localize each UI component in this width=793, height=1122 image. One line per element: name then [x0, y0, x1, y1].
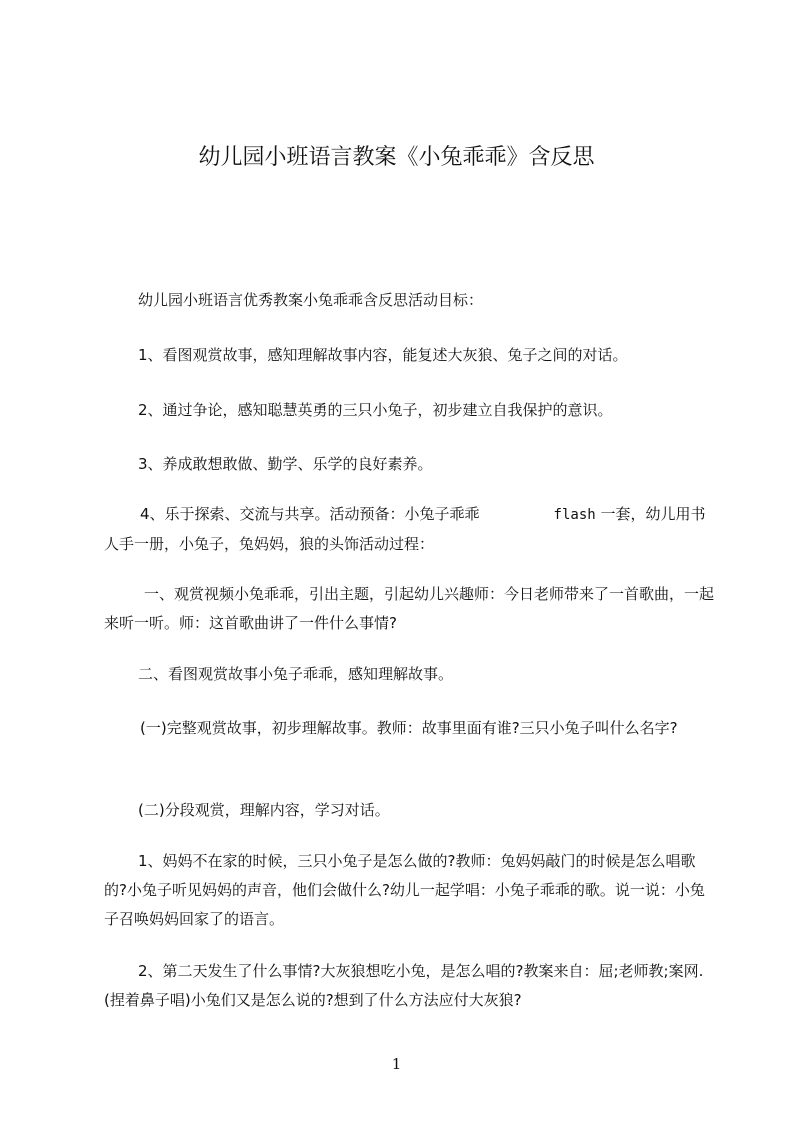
- paragraph-step-2-2: (二)分段观赏，理解内容，学习对话。: [138, 801, 390, 819]
- document-title: 幼儿园小班语言教案《小兔乖乖》含反思: [198, 145, 595, 170]
- page-number: 1: [391, 1055, 402, 1073]
- objective-4-text-a: 4、乐于探索、交流与共享。活动预备：小兔子乖乖: [140, 505, 480, 523]
- paragraph-objective-1: 1、看图观赏故事，感知理解故事内容，能复述大灰狼、兔子之间的对话。: [138, 346, 628, 364]
- paragraph-objective-2: 2、通过争论，感知聪慧英勇的三只小兔子，初步建立自我保护的意识。: [138, 401, 613, 419]
- paragraph-objective-4: [104, 500, 718, 559]
- paragraph-step-2: 二、看图观赏故事小兔子乖乖，感知理解故事。: [138, 665, 454, 683]
- paragraph-step-2-2-2: 2、第二天发生了什么事情?大灰狼想吃小兔，是怎么唱的?教案来自：屈;老师教;案网.(捏着鼻子唱)小兔们又是怎么说的?想到了什么方法应付大灰狼?: [104, 962, 704, 1009]
- paragraph-objectives-intro: 幼儿园小班语言优秀教案小兔乖乖含反思活动目标：: [138, 291, 484, 309]
- paragraph-step-1: 一、观赏视频小兔乖乖，引出主题，引起幼儿兴趣师：今日老师带来了一首歌曲，一起来听一听。师：这首歌曲讲了一件什么事情?: [104, 585, 715, 632]
- objective-4-text-b: 一套，幼儿用书人手一册，小兔子，兔妈妈，狼的头饰活动过程：: [104, 505, 706, 553]
- paragraph-step-2-2-1: 1、妈妈不在家的时候，三只小兔子是怎么做的?教师：兔妈妈敲门的时候是怎么唱歌的?小兔子听见妈妈的声音，他们会做什么?幼儿一起学唱：小兔子乖乖的歌。说一说：小兔子召唤妈妈回家了的语言。: [104, 852, 705, 928]
- paragraph-objective-3: 3、养成敢想敢做、勤学、乐学的良好素养。: [138, 455, 433, 473]
- flash-word: flash: [553, 507, 596, 523]
- paragraph-step-2-1: (一)完整观赏故事，初步理解故事。教师：故事里面有谁?三只小兔子叫什么名字?: [140, 719, 678, 737]
